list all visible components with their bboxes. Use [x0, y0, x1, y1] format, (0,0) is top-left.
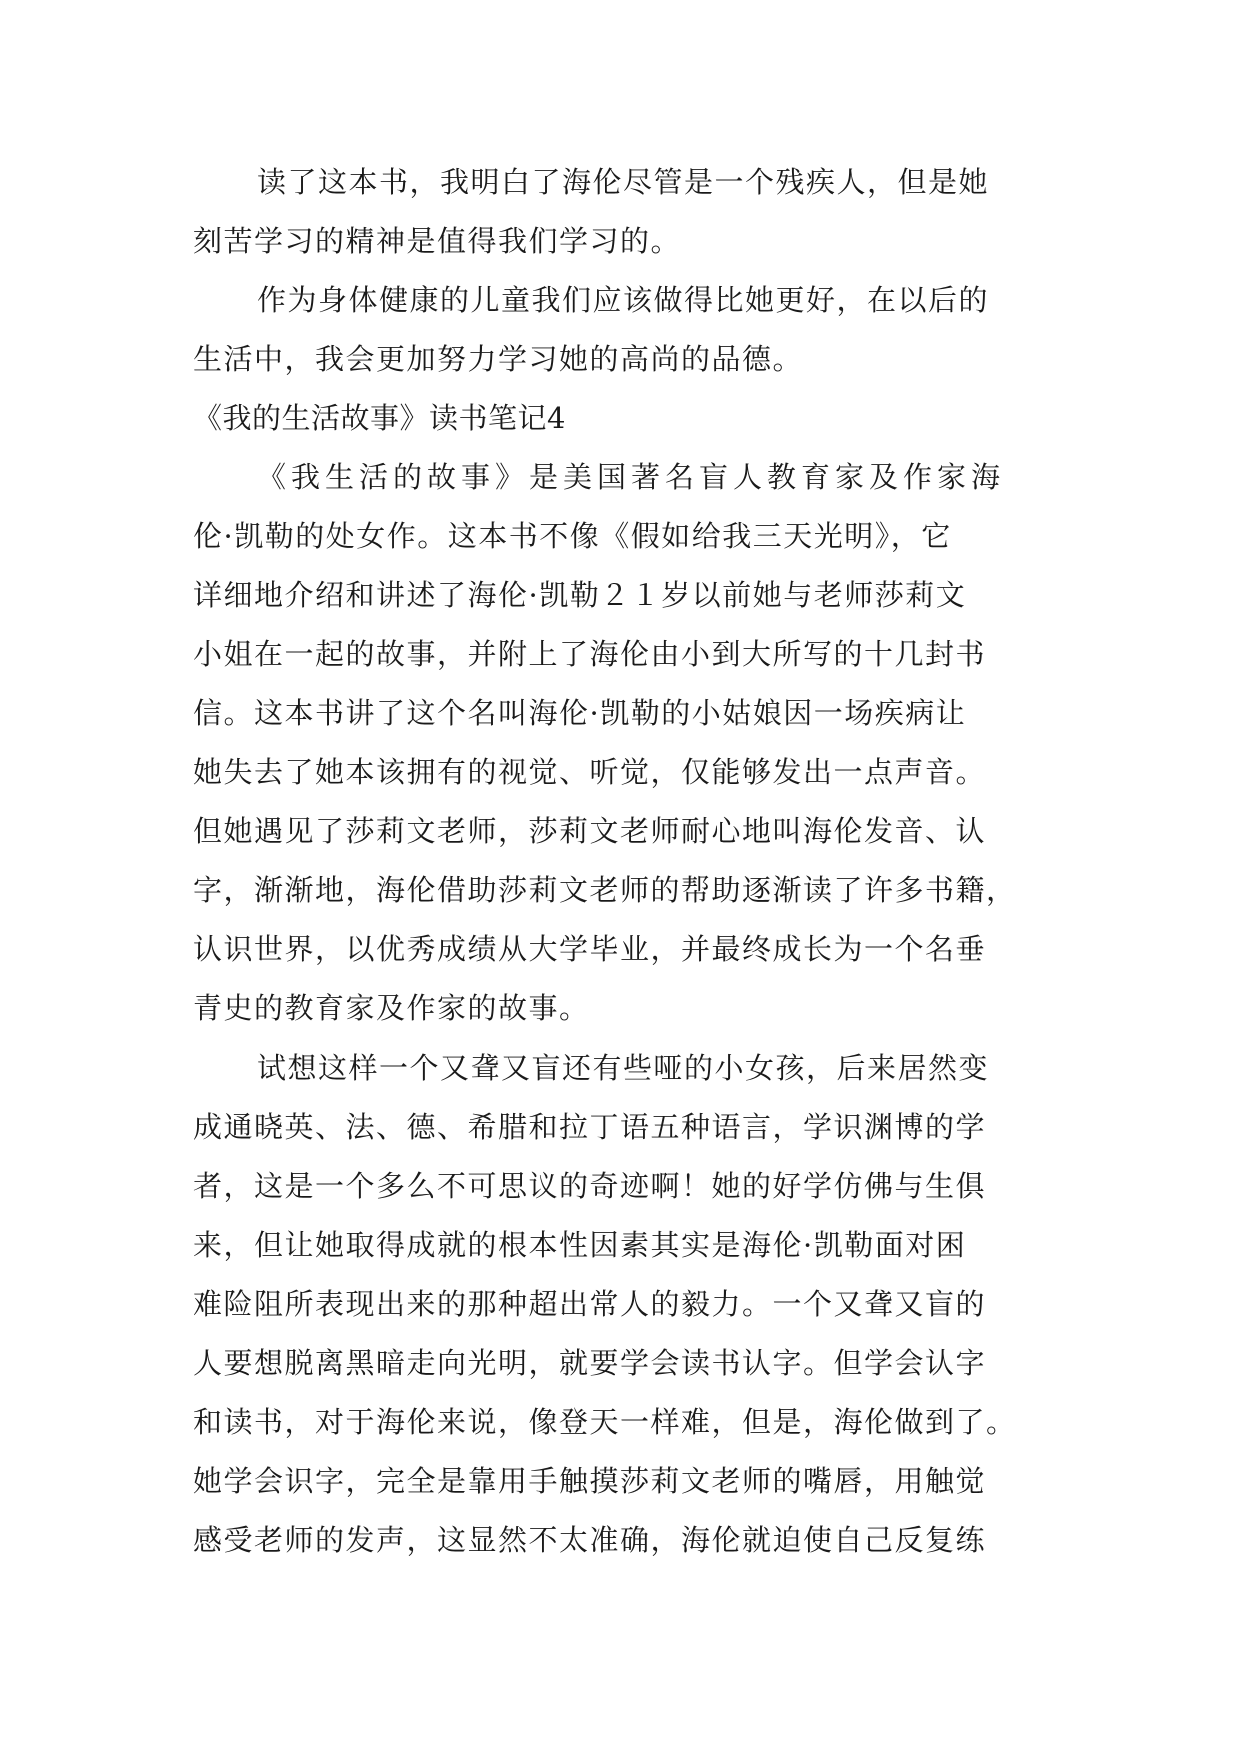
paragraph-line: 认识世界，以优秀成绩从大学毕业，并最终成长为一个名垂 — [193, 932, 987, 966]
paragraph-line: 难险阻所表现出来的那种超出常人的毅力。一个又聋又盲的 — [193, 1287, 987, 1321]
paragraph-line: 刻苦学习的精神是值得我们学习的。 — [193, 224, 682, 258]
paragraph-line: 成通晓英、法、德、希腊和拉丁语五种语言，学识渊博的学 — [193, 1110, 987, 1144]
paragraph-line: 伦·凯勒的处女作。这本书不像《假如给我三天光明》，它 — [193, 519, 952, 553]
paragraph-line: 人要想脱离黑暗走向光明，就要学会读书认字。但学会认字 — [193, 1346, 987, 1380]
paragraph-line: 信。这本书讲了这个名叫海伦·凯勒的小姑娘因一场疾病让 — [193, 696, 967, 730]
paragraph-line: 者，这是一个多么不可思议的奇迹啊！她的好学仿佛与生俱 — [193, 1169, 987, 1203]
paragraph-line: 小姐在一起的故事，并附上了海伦由小到大所写的十几封书 — [193, 637, 987, 671]
paragraph-line: 她失去了她本该拥有的视觉、听觉，仅能够发出一点声音。 — [193, 755, 987, 789]
paragraph-line: 字，渐渐地，海伦借助莎莉文老师的帮助逐渐读了许多书籍， — [193, 873, 1017, 907]
paragraph-line: 但她遇见了莎莉文老师，莎莉文老师耐心地叫海伦发音、认 — [193, 814, 987, 848]
paragraph-reflection — [193, 153, 1053, 271]
paragraph-perseverance — [193, 1039, 1053, 1570]
paragraph-resolution — [193, 271, 1053, 389]
paragraph-line: 她学会识字，完全是靠用手触摸莎莉文老师的嘴唇，用触觉 — [193, 1464, 987, 1498]
section-title: 《我的生活故事》读书笔记4 — [193, 401, 566, 435]
paragraph-book-intro — [193, 448, 1053, 1038]
paragraph-line: 详细地介绍和讲述了海伦·凯勒２１岁以前她与老师莎莉文 — [193, 578, 967, 612]
paragraph-line: 试想这样一个又聋又盲还有些哑的小女孩，后来居然变 — [257, 1051, 990, 1085]
section-heading — [193, 389, 1053, 448]
paragraph-line: 生活中，我会更加努力学习她的高尚的品德。 — [193, 342, 804, 376]
paragraph-line: 和读书，对于海伦来说，像登天一样难，但是，海伦做到了。 — [193, 1405, 1017, 1439]
paragraph-line: 来，但让她取得成就的根本性因素其实是海伦·凯勒面对困 — [193, 1228, 967, 1262]
paragraph-line: 感受老师的发声，这显然不太准确，海伦就迫使自己反复练 — [193, 1523, 987, 1557]
paragraph-line: 作为身体健康的儿童我们应该做得比她更好，在以后的 — [257, 283, 990, 317]
paragraph-line: 青史的教育家及作家的故事。 — [193, 991, 590, 1025]
paragraph-line: 读了这本书，我明白了海伦尽管是一个残疾人，但是她 — [257, 165, 990, 199]
paragraph-line: 《我生活的故事》是美国著名盲人教育家及作家海 — [257, 460, 1006, 494]
